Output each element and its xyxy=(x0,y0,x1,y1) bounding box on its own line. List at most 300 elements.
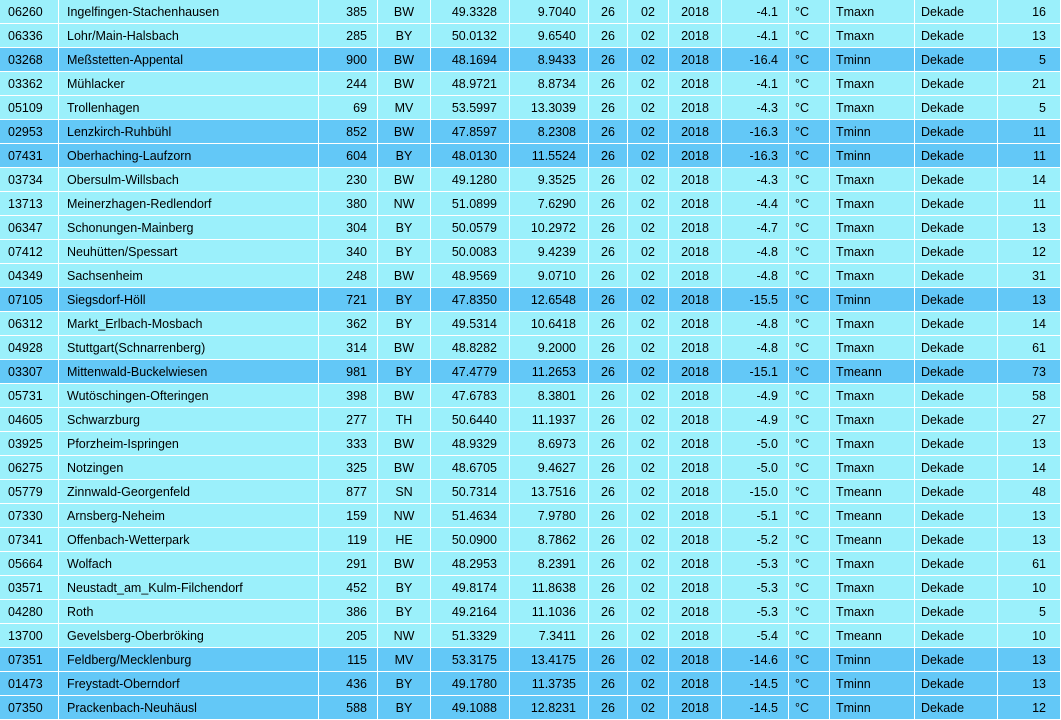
cell-state: NW xyxy=(378,504,431,528)
cell-altitude: 325 xyxy=(319,456,378,480)
cell-state: BY xyxy=(378,672,431,696)
cell-element: Tminn xyxy=(830,48,915,72)
cell-value: -4.3 xyxy=(722,96,789,120)
cell-value: -4.9 xyxy=(722,408,789,432)
cell-station-name: Feldberg/Mecklenburg xyxy=(59,648,319,672)
cell-station-name: Oberhaching-Laufzorn xyxy=(59,144,319,168)
cell-period: Dekade xyxy=(915,264,998,288)
cell-state: BW xyxy=(378,48,431,72)
cell-year: 2018 xyxy=(669,480,722,504)
cell-year: 2018 xyxy=(669,648,722,672)
cell-longitude: 8.2308 xyxy=(510,120,589,144)
cell-altitude: 69 xyxy=(319,96,378,120)
cell-value: -5.3 xyxy=(722,552,789,576)
cell-station-name: Schonungen-Mainberg xyxy=(59,216,319,240)
cell-month: 02 xyxy=(628,480,669,504)
table-row xyxy=(0,504,1061,528)
cell-period: Dekade xyxy=(915,72,998,96)
cell-state: MV xyxy=(378,648,431,672)
cell-day: 26 xyxy=(589,456,628,480)
cell-count: 12 xyxy=(998,240,1061,264)
cell-value: -5.3 xyxy=(722,576,789,600)
cell-month: 02 xyxy=(628,48,669,72)
cell-count: 10 xyxy=(998,624,1061,648)
cell-latitude: 48.0130 xyxy=(431,144,510,168)
cell-count: 13 xyxy=(998,216,1061,240)
cell-value: -4.8 xyxy=(722,336,789,360)
cell-station-name: Neuhütten/Spessart xyxy=(59,240,319,264)
table-row xyxy=(0,48,1061,72)
cell-period: Dekade xyxy=(915,48,998,72)
cell-day: 26 xyxy=(589,624,628,648)
cell-state: BW xyxy=(378,456,431,480)
cell-count: 61 xyxy=(998,552,1061,576)
cell-element: Tmaxn xyxy=(830,456,915,480)
cell-station-id: 13700 xyxy=(0,624,59,648)
cell-latitude: 51.4634 xyxy=(431,504,510,528)
cell-count: 21 xyxy=(998,72,1061,96)
cell-latitude: 50.6440 xyxy=(431,408,510,432)
cell-state: SN xyxy=(378,480,431,504)
cell-value: -5.4 xyxy=(722,624,789,648)
cell-latitude: 53.3175 xyxy=(431,648,510,672)
cell-state: NW xyxy=(378,192,431,216)
cell-value: -4.1 xyxy=(722,72,789,96)
cell-longitude: 8.3801 xyxy=(510,384,589,408)
cell-year: 2018 xyxy=(669,408,722,432)
cell-count: 13 xyxy=(998,672,1061,696)
cell-day: 26 xyxy=(589,168,628,192)
table-row xyxy=(0,600,1061,624)
cell-element: Tminn xyxy=(830,288,915,312)
cell-station-id: 03307 xyxy=(0,360,59,384)
cell-altitude: 877 xyxy=(319,480,378,504)
cell-count: 14 xyxy=(998,168,1061,192)
cell-value: -5.1 xyxy=(722,504,789,528)
cell-period: Dekade xyxy=(915,672,998,696)
cell-day: 26 xyxy=(589,96,628,120)
cell-station-name: Stuttgart(Schnarrenberg) xyxy=(59,336,319,360)
cell-element: Tminn xyxy=(830,144,915,168)
cell-day: 26 xyxy=(589,192,628,216)
cell-year: 2018 xyxy=(669,216,722,240)
cell-longitude: 11.5524 xyxy=(510,144,589,168)
cell-longitude: 9.4627 xyxy=(510,456,589,480)
cell-month: 02 xyxy=(628,528,669,552)
cell-longitude: 7.3411 xyxy=(510,624,589,648)
cell-day: 26 xyxy=(589,480,628,504)
cell-element: Tmaxn xyxy=(830,264,915,288)
cell-month: 02 xyxy=(628,624,669,648)
cell-station-id: 07431 xyxy=(0,144,59,168)
cell-year: 2018 xyxy=(669,120,722,144)
cell-month: 02 xyxy=(628,456,669,480)
cell-month: 02 xyxy=(628,288,669,312)
cell-altitude: 398 xyxy=(319,384,378,408)
cell-period: Dekade xyxy=(915,24,998,48)
cell-state: BY xyxy=(378,696,431,720)
cell-latitude: 47.4779 xyxy=(431,360,510,384)
cell-month: 02 xyxy=(628,72,669,96)
cell-unit: °C xyxy=(789,312,830,336)
cell-altitude: 333 xyxy=(319,432,378,456)
cell-element: Tmaxn xyxy=(830,240,915,264)
table-row xyxy=(0,528,1061,552)
cell-longitude: 13.7516 xyxy=(510,480,589,504)
cell-station-name: Offenbach-Wetterpark xyxy=(59,528,319,552)
cell-station-id: 07350 xyxy=(0,696,59,720)
cell-altitude: 304 xyxy=(319,216,378,240)
cell-count: 13 xyxy=(998,648,1061,672)
cell-unit: °C xyxy=(789,648,830,672)
table-row xyxy=(0,216,1061,240)
table-row xyxy=(0,96,1061,120)
cell-latitude: 47.6783 xyxy=(431,384,510,408)
cell-longitude: 11.2653 xyxy=(510,360,589,384)
cell-period: Dekade xyxy=(915,192,998,216)
cell-month: 02 xyxy=(628,120,669,144)
cell-year: 2018 xyxy=(669,672,722,696)
cell-period: Dekade xyxy=(915,504,998,528)
cell-count: 61 xyxy=(998,336,1061,360)
table-row xyxy=(0,336,1061,360)
cell-value: -5.0 xyxy=(722,456,789,480)
cell-latitude: 51.3329 xyxy=(431,624,510,648)
cell-element: Tmaxn xyxy=(830,96,915,120)
cell-altitude: 291 xyxy=(319,552,378,576)
cell-state: BW xyxy=(378,432,431,456)
cell-unit: °C xyxy=(789,120,830,144)
cell-station-name: Trollenhagen xyxy=(59,96,319,120)
cell-station-id: 06260 xyxy=(0,0,59,24)
cell-element: Tmaxn xyxy=(830,192,915,216)
cell-period: Dekade xyxy=(915,336,998,360)
cell-count: 16 xyxy=(998,0,1061,24)
cell-latitude: 48.9569 xyxy=(431,264,510,288)
cell-altitude: 244 xyxy=(319,72,378,96)
cell-element: Tmeann xyxy=(830,360,915,384)
cell-altitude: 604 xyxy=(319,144,378,168)
cell-year: 2018 xyxy=(669,48,722,72)
cell-altitude: 386 xyxy=(319,600,378,624)
cell-altitude: 385 xyxy=(319,0,378,24)
cell-count: 12 xyxy=(998,696,1061,720)
table-row xyxy=(0,384,1061,408)
cell-longitude: 12.8231 xyxy=(510,696,589,720)
cell-altitude: 159 xyxy=(319,504,378,528)
cell-station-id: 06312 xyxy=(0,312,59,336)
cell-day: 26 xyxy=(589,240,628,264)
cell-station-id: 05731 xyxy=(0,384,59,408)
cell-longitude: 9.3525 xyxy=(510,168,589,192)
cell-year: 2018 xyxy=(669,504,722,528)
table-row xyxy=(0,672,1061,696)
cell-year: 2018 xyxy=(669,360,722,384)
table-row xyxy=(0,72,1061,96)
cell-latitude: 50.0132 xyxy=(431,24,510,48)
cell-unit: °C xyxy=(789,144,830,168)
cell-unit: °C xyxy=(789,696,830,720)
cell-state: BY xyxy=(378,240,431,264)
cell-year: 2018 xyxy=(669,600,722,624)
cell-period: Dekade xyxy=(915,240,998,264)
cell-month: 02 xyxy=(628,216,669,240)
cell-unit: °C xyxy=(789,72,830,96)
cell-latitude: 49.1280 xyxy=(431,168,510,192)
cell-altitude: 230 xyxy=(319,168,378,192)
cell-unit: °C xyxy=(789,408,830,432)
cell-value: -4.3 xyxy=(722,168,789,192)
cell-period: Dekade xyxy=(915,0,998,24)
cell-latitude: 48.2953 xyxy=(431,552,510,576)
cell-station-name: Wutöschingen-Ofteringen xyxy=(59,384,319,408)
cell-altitude: 721 xyxy=(319,288,378,312)
cell-day: 26 xyxy=(589,384,628,408)
cell-year: 2018 xyxy=(669,192,722,216)
cell-element: Tmaxn xyxy=(830,576,915,600)
table-row xyxy=(0,0,1061,24)
cell-longitude: 9.4239 xyxy=(510,240,589,264)
cell-month: 02 xyxy=(628,96,669,120)
cell-longitude: 8.2391 xyxy=(510,552,589,576)
cell-unit: °C xyxy=(789,456,830,480)
cell-altitude: 205 xyxy=(319,624,378,648)
cell-longitude: 9.7040 xyxy=(510,0,589,24)
cell-unit: °C xyxy=(789,264,830,288)
cell-value: -4.7 xyxy=(722,216,789,240)
cell-count: 14 xyxy=(998,456,1061,480)
cell-month: 02 xyxy=(628,600,669,624)
cell-count: 58 xyxy=(998,384,1061,408)
cell-station-id: 03734 xyxy=(0,168,59,192)
cell-longitude: 11.8638 xyxy=(510,576,589,600)
cell-unit: °C xyxy=(789,600,830,624)
cell-day: 26 xyxy=(589,432,628,456)
cell-latitude: 49.3328 xyxy=(431,0,510,24)
cell-period: Dekade xyxy=(915,456,998,480)
cell-value: -14.6 xyxy=(722,648,789,672)
cell-period: Dekade xyxy=(915,216,998,240)
cell-altitude: 277 xyxy=(319,408,378,432)
cell-station-name: Arnsberg-Neheim xyxy=(59,504,319,528)
cell-year: 2018 xyxy=(669,336,722,360)
cell-value: -4.8 xyxy=(722,312,789,336)
cell-month: 02 xyxy=(628,144,669,168)
table-row xyxy=(0,432,1061,456)
table-row xyxy=(0,552,1061,576)
cell-year: 2018 xyxy=(669,552,722,576)
cell-longitude: 8.9433 xyxy=(510,48,589,72)
cell-unit: °C xyxy=(789,624,830,648)
cell-longitude: 7.9780 xyxy=(510,504,589,528)
cell-altitude: 314 xyxy=(319,336,378,360)
table-row xyxy=(0,168,1061,192)
cell-day: 26 xyxy=(589,288,628,312)
cell-unit: °C xyxy=(789,96,830,120)
cell-day: 26 xyxy=(589,24,628,48)
cell-count: 13 xyxy=(998,528,1061,552)
cell-month: 02 xyxy=(628,168,669,192)
cell-period: Dekade xyxy=(915,432,998,456)
cell-unit: °C xyxy=(789,288,830,312)
cell-day: 26 xyxy=(589,120,628,144)
cell-count: 11 xyxy=(998,192,1061,216)
cell-station-id: 04349 xyxy=(0,264,59,288)
cell-station-id: 05109 xyxy=(0,96,59,120)
cell-station-name: Pforzheim-Ispringen xyxy=(59,432,319,456)
cell-latitude: 50.0579 xyxy=(431,216,510,240)
cell-latitude: 48.1694 xyxy=(431,48,510,72)
cell-count: 13 xyxy=(998,504,1061,528)
table-row xyxy=(0,240,1061,264)
cell-year: 2018 xyxy=(669,384,722,408)
cell-unit: °C xyxy=(789,672,830,696)
cell-element: Tmeann xyxy=(830,504,915,528)
cell-element: Tmaxn xyxy=(830,408,915,432)
cell-altitude: 900 xyxy=(319,48,378,72)
cell-month: 02 xyxy=(628,384,669,408)
cell-month: 02 xyxy=(628,672,669,696)
cell-period: Dekade xyxy=(915,144,998,168)
cell-latitude: 48.9721 xyxy=(431,72,510,96)
cell-month: 02 xyxy=(628,0,669,24)
cell-station-name: Siegsdorf-Höll xyxy=(59,288,319,312)
cell-count: 27 xyxy=(998,408,1061,432)
cell-unit: °C xyxy=(789,24,830,48)
cell-station-id: 03571 xyxy=(0,576,59,600)
cell-year: 2018 xyxy=(669,144,722,168)
table-row xyxy=(0,192,1061,216)
cell-unit: °C xyxy=(789,432,830,456)
cell-station-name: Lenzkirch-Ruhbühl xyxy=(59,120,319,144)
table-row xyxy=(0,312,1061,336)
cell-longitude: 11.1937 xyxy=(510,408,589,432)
cell-longitude: 11.3735 xyxy=(510,672,589,696)
cell-longitude: 10.2972 xyxy=(510,216,589,240)
cell-station-id: 07412 xyxy=(0,240,59,264)
cell-month: 02 xyxy=(628,432,669,456)
cell-day: 26 xyxy=(589,264,628,288)
cell-latitude: 50.7314 xyxy=(431,480,510,504)
cell-altitude: 852 xyxy=(319,120,378,144)
cell-altitude: 380 xyxy=(319,192,378,216)
cell-station-id: 07330 xyxy=(0,504,59,528)
cell-state: HE xyxy=(378,528,431,552)
cell-day: 26 xyxy=(589,504,628,528)
cell-latitude: 50.0083 xyxy=(431,240,510,264)
cell-value: -4.1 xyxy=(722,24,789,48)
cell-station-id: 06275 xyxy=(0,456,59,480)
cell-state: BW xyxy=(378,264,431,288)
cell-station-name: Sachsenheim xyxy=(59,264,319,288)
cell-count: 11 xyxy=(998,144,1061,168)
cell-day: 26 xyxy=(589,600,628,624)
cell-period: Dekade xyxy=(915,168,998,192)
cell-day: 26 xyxy=(589,408,628,432)
cell-station-id: 04280 xyxy=(0,600,59,624)
cell-period: Dekade xyxy=(915,624,998,648)
table-row xyxy=(0,624,1061,648)
cell-count: 73 xyxy=(998,360,1061,384)
cell-count: 31 xyxy=(998,264,1061,288)
cell-count: 5 xyxy=(998,600,1061,624)
cell-station-name: Gevelsberg-Oberbröking xyxy=(59,624,319,648)
cell-longitude: 8.6973 xyxy=(510,432,589,456)
cell-value: -4.9 xyxy=(722,384,789,408)
cell-element: Tmaxn xyxy=(830,552,915,576)
cell-station-name: Roth xyxy=(59,600,319,624)
cell-latitude: 49.5314 xyxy=(431,312,510,336)
cell-value: -16.4 xyxy=(722,48,789,72)
cell-station-id: 03268 xyxy=(0,48,59,72)
cell-element: Tmaxn xyxy=(830,168,915,192)
cell-station-id: 05779 xyxy=(0,480,59,504)
cell-year: 2018 xyxy=(669,312,722,336)
cell-element: Tminn xyxy=(830,648,915,672)
cell-day: 26 xyxy=(589,336,628,360)
table-row xyxy=(0,144,1061,168)
cell-day: 26 xyxy=(589,0,628,24)
cell-altitude: 436 xyxy=(319,672,378,696)
cell-month: 02 xyxy=(628,576,669,600)
table-row xyxy=(0,288,1061,312)
cell-value: -15.1 xyxy=(722,360,789,384)
cell-period: Dekade xyxy=(915,360,998,384)
cell-day: 26 xyxy=(589,72,628,96)
cell-state: BY xyxy=(378,24,431,48)
cell-state: TH xyxy=(378,408,431,432)
cell-value: -4.8 xyxy=(722,240,789,264)
cell-day: 26 xyxy=(589,360,628,384)
cell-period: Dekade xyxy=(915,528,998,552)
cell-value: -16.3 xyxy=(722,120,789,144)
cell-station-name: Mühlacker xyxy=(59,72,319,96)
table-row xyxy=(0,576,1061,600)
cell-day: 26 xyxy=(589,144,628,168)
cell-station-name: Notzingen xyxy=(59,456,319,480)
cell-element: Tmaxn xyxy=(830,0,915,24)
cell-value: -15.5 xyxy=(722,288,789,312)
cell-value: -5.3 xyxy=(722,600,789,624)
cell-count: 5 xyxy=(998,96,1061,120)
cell-element: Tmaxn xyxy=(830,216,915,240)
cell-value: -16.3 xyxy=(722,144,789,168)
cell-longitude: 12.6548 xyxy=(510,288,589,312)
cell-month: 02 xyxy=(628,240,669,264)
cell-station-id: 06336 xyxy=(0,24,59,48)
cell-unit: °C xyxy=(789,360,830,384)
table-row xyxy=(0,480,1061,504)
cell-station-id: 04605 xyxy=(0,408,59,432)
cell-month: 02 xyxy=(628,192,669,216)
cell-value: -5.2 xyxy=(722,528,789,552)
cell-unit: °C xyxy=(789,336,830,360)
cell-year: 2018 xyxy=(669,24,722,48)
cell-latitude: 49.1088 xyxy=(431,696,510,720)
cell-period: Dekade xyxy=(915,600,998,624)
cell-state: BW xyxy=(378,168,431,192)
cell-longitude: 13.4175 xyxy=(510,648,589,672)
cell-period: Dekade xyxy=(915,576,998,600)
cell-longitude: 10.6418 xyxy=(510,312,589,336)
cell-latitude: 50.0900 xyxy=(431,528,510,552)
cell-state: BY xyxy=(378,144,431,168)
cell-altitude: 452 xyxy=(319,576,378,600)
cell-station-name: Schwarzburg xyxy=(59,408,319,432)
cell-station-id: 07341 xyxy=(0,528,59,552)
cell-station-name: Zinnwald-Georgenfeld xyxy=(59,480,319,504)
cell-altitude: 115 xyxy=(319,648,378,672)
